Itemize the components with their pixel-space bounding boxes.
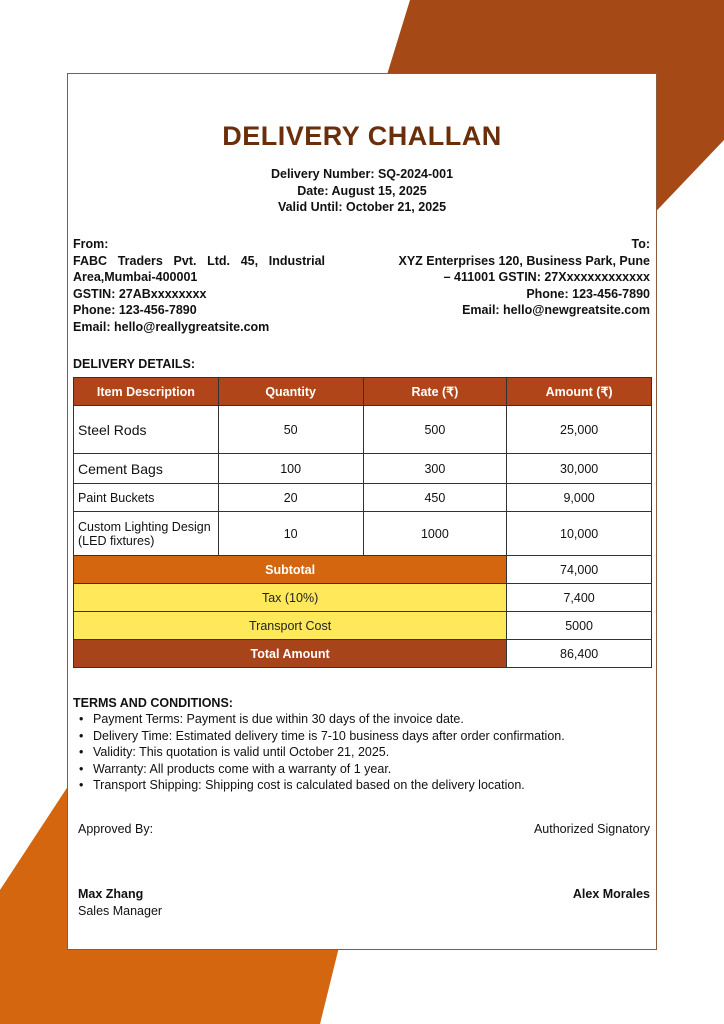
- valid-until: Valid Until: October 21, 2025: [277, 200, 447, 214]
- from-phone: Phone: 123-456-7890: [73, 303, 197, 317]
- from-email: Email: hello@reallygreatsite.com: [73, 319, 270, 334]
- item-amount: 30,000: [507, 454, 652, 484]
- item-quantity: 100: [218, 454, 363, 484]
- tax-value: 7,400: [507, 584, 652, 612]
- item-quantity: 10: [218, 512, 363, 556]
- approver-name: Max Zhang: [78, 887, 144, 901]
- total-amount-label: Total Amount: [74, 640, 507, 668]
- item-quantity: 50: [218, 406, 363, 454]
- header-amount: Amount (₹): [507, 378, 652, 406]
- challan-document: [67, 73, 657, 950]
- terms-item: • Delivery Time: Estimated delivery time is 7-10 business days after order confirmation.: [73, 728, 653, 745]
- header-rate: Rate (₹): [363, 378, 507, 406]
- signatory-block: [573, 886, 650, 903]
- transport-cost-value: 5000: [507, 612, 652, 640]
- to-phone: Phone: 123-456-7890: [526, 286, 650, 301]
- header-item-description: Item Description: [74, 378, 219, 406]
- approver-block: [78, 886, 162, 920]
- to-label: To:: [631, 237, 650, 251]
- terms-title: TERMS AND CONDITIONS:: [73, 696, 233, 710]
- table-header-row: [74, 378, 652, 406]
- item-amount: 10,000: [507, 512, 652, 556]
- from-label: From:: [73, 237, 109, 251]
- item-description: Cement Bags: [74, 454, 219, 484]
- delivery-items-table: [73, 377, 652, 668]
- transport-cost-label: Transport Cost: [74, 612, 507, 640]
- item-rate: 500: [363, 406, 507, 454]
- tax-label: Tax (10%): [74, 584, 507, 612]
- from-address: FABC Traders Pvt. Ltd. 45, Industrial Area,Mumbai-400001: [73, 253, 325, 284]
- item-amount: 9,000: [507, 484, 652, 512]
- table-row: [74, 454, 652, 484]
- header-quantity: Quantity: [218, 378, 363, 406]
- terms-section: [73, 696, 653, 794]
- item-description: Steel Rods: [74, 406, 219, 454]
- table-row: [74, 512, 652, 556]
- table-row: [74, 484, 652, 512]
- item-amount: 25,000: [507, 406, 652, 454]
- to-email: Email: hello@newgreatsite.com: [462, 303, 650, 317]
- from-gstin: GSTIN: 27ABxxxxxxxx: [73, 286, 207, 301]
- item-rate: 450: [363, 484, 507, 512]
- total-amount-value: 86,400: [507, 640, 652, 668]
- table-row: [74, 406, 652, 454]
- delivery-number: Delivery Number: SQ-2024-001: [270, 167, 454, 181]
- tax-row: [74, 584, 652, 612]
- document-date: Date: August 15, 2025: [297, 183, 427, 198]
- item-quantity: 20: [218, 484, 363, 512]
- from-address-block: [73, 236, 325, 335]
- to-address: XYZ Enterprises 120, Business Park, Pune – 411001 GSTIN: 27Xxxxxxxxxxxxx: [398, 253, 650, 284]
- subtotal-value: 74,000: [507, 556, 652, 584]
- authorized-signatory-label: Authorized Signatory: [533, 822, 650, 836]
- item-rate: 1000: [363, 512, 507, 556]
- item-description: Custom Lighting Design (LED fixtures): [74, 512, 219, 556]
- signatory-name: Alex Morales: [572, 887, 650, 901]
- terms-item: • Payment Terms: Payment is due within 30 days of the invoice date.: [73, 711, 653, 728]
- subtotal-row: [74, 556, 652, 584]
- delivery-details-label: DELIVERY DETAILS:: [73, 357, 196, 371]
- subtotal-label: Subtotal: [74, 556, 507, 584]
- approver-role: Sales Manager: [78, 904, 163, 918]
- terms-item: • Warranty: All products come with a warranty of 1 year.: [73, 761, 653, 778]
- to-address-block: [398, 236, 650, 319]
- total-amount-row: [74, 640, 652, 668]
- item-description: Paint Buckets: [74, 484, 219, 512]
- transport-cost-row: [74, 612, 652, 640]
- terms-list: [73, 711, 653, 794]
- approved-by-label: Approved By:: [78, 822, 154, 836]
- item-rate: 300: [363, 454, 507, 484]
- terms-item: • Transport Shipping: Shipping cost is calculated based on the delivery location.: [73, 777, 653, 794]
- document-title: DELIVERY CHALLAN: [222, 121, 502, 151]
- document-meta: [68, 166, 656, 216]
- terms-item: • Validity: This quotation is valid until October 21, 2025.: [73, 744, 653, 761]
